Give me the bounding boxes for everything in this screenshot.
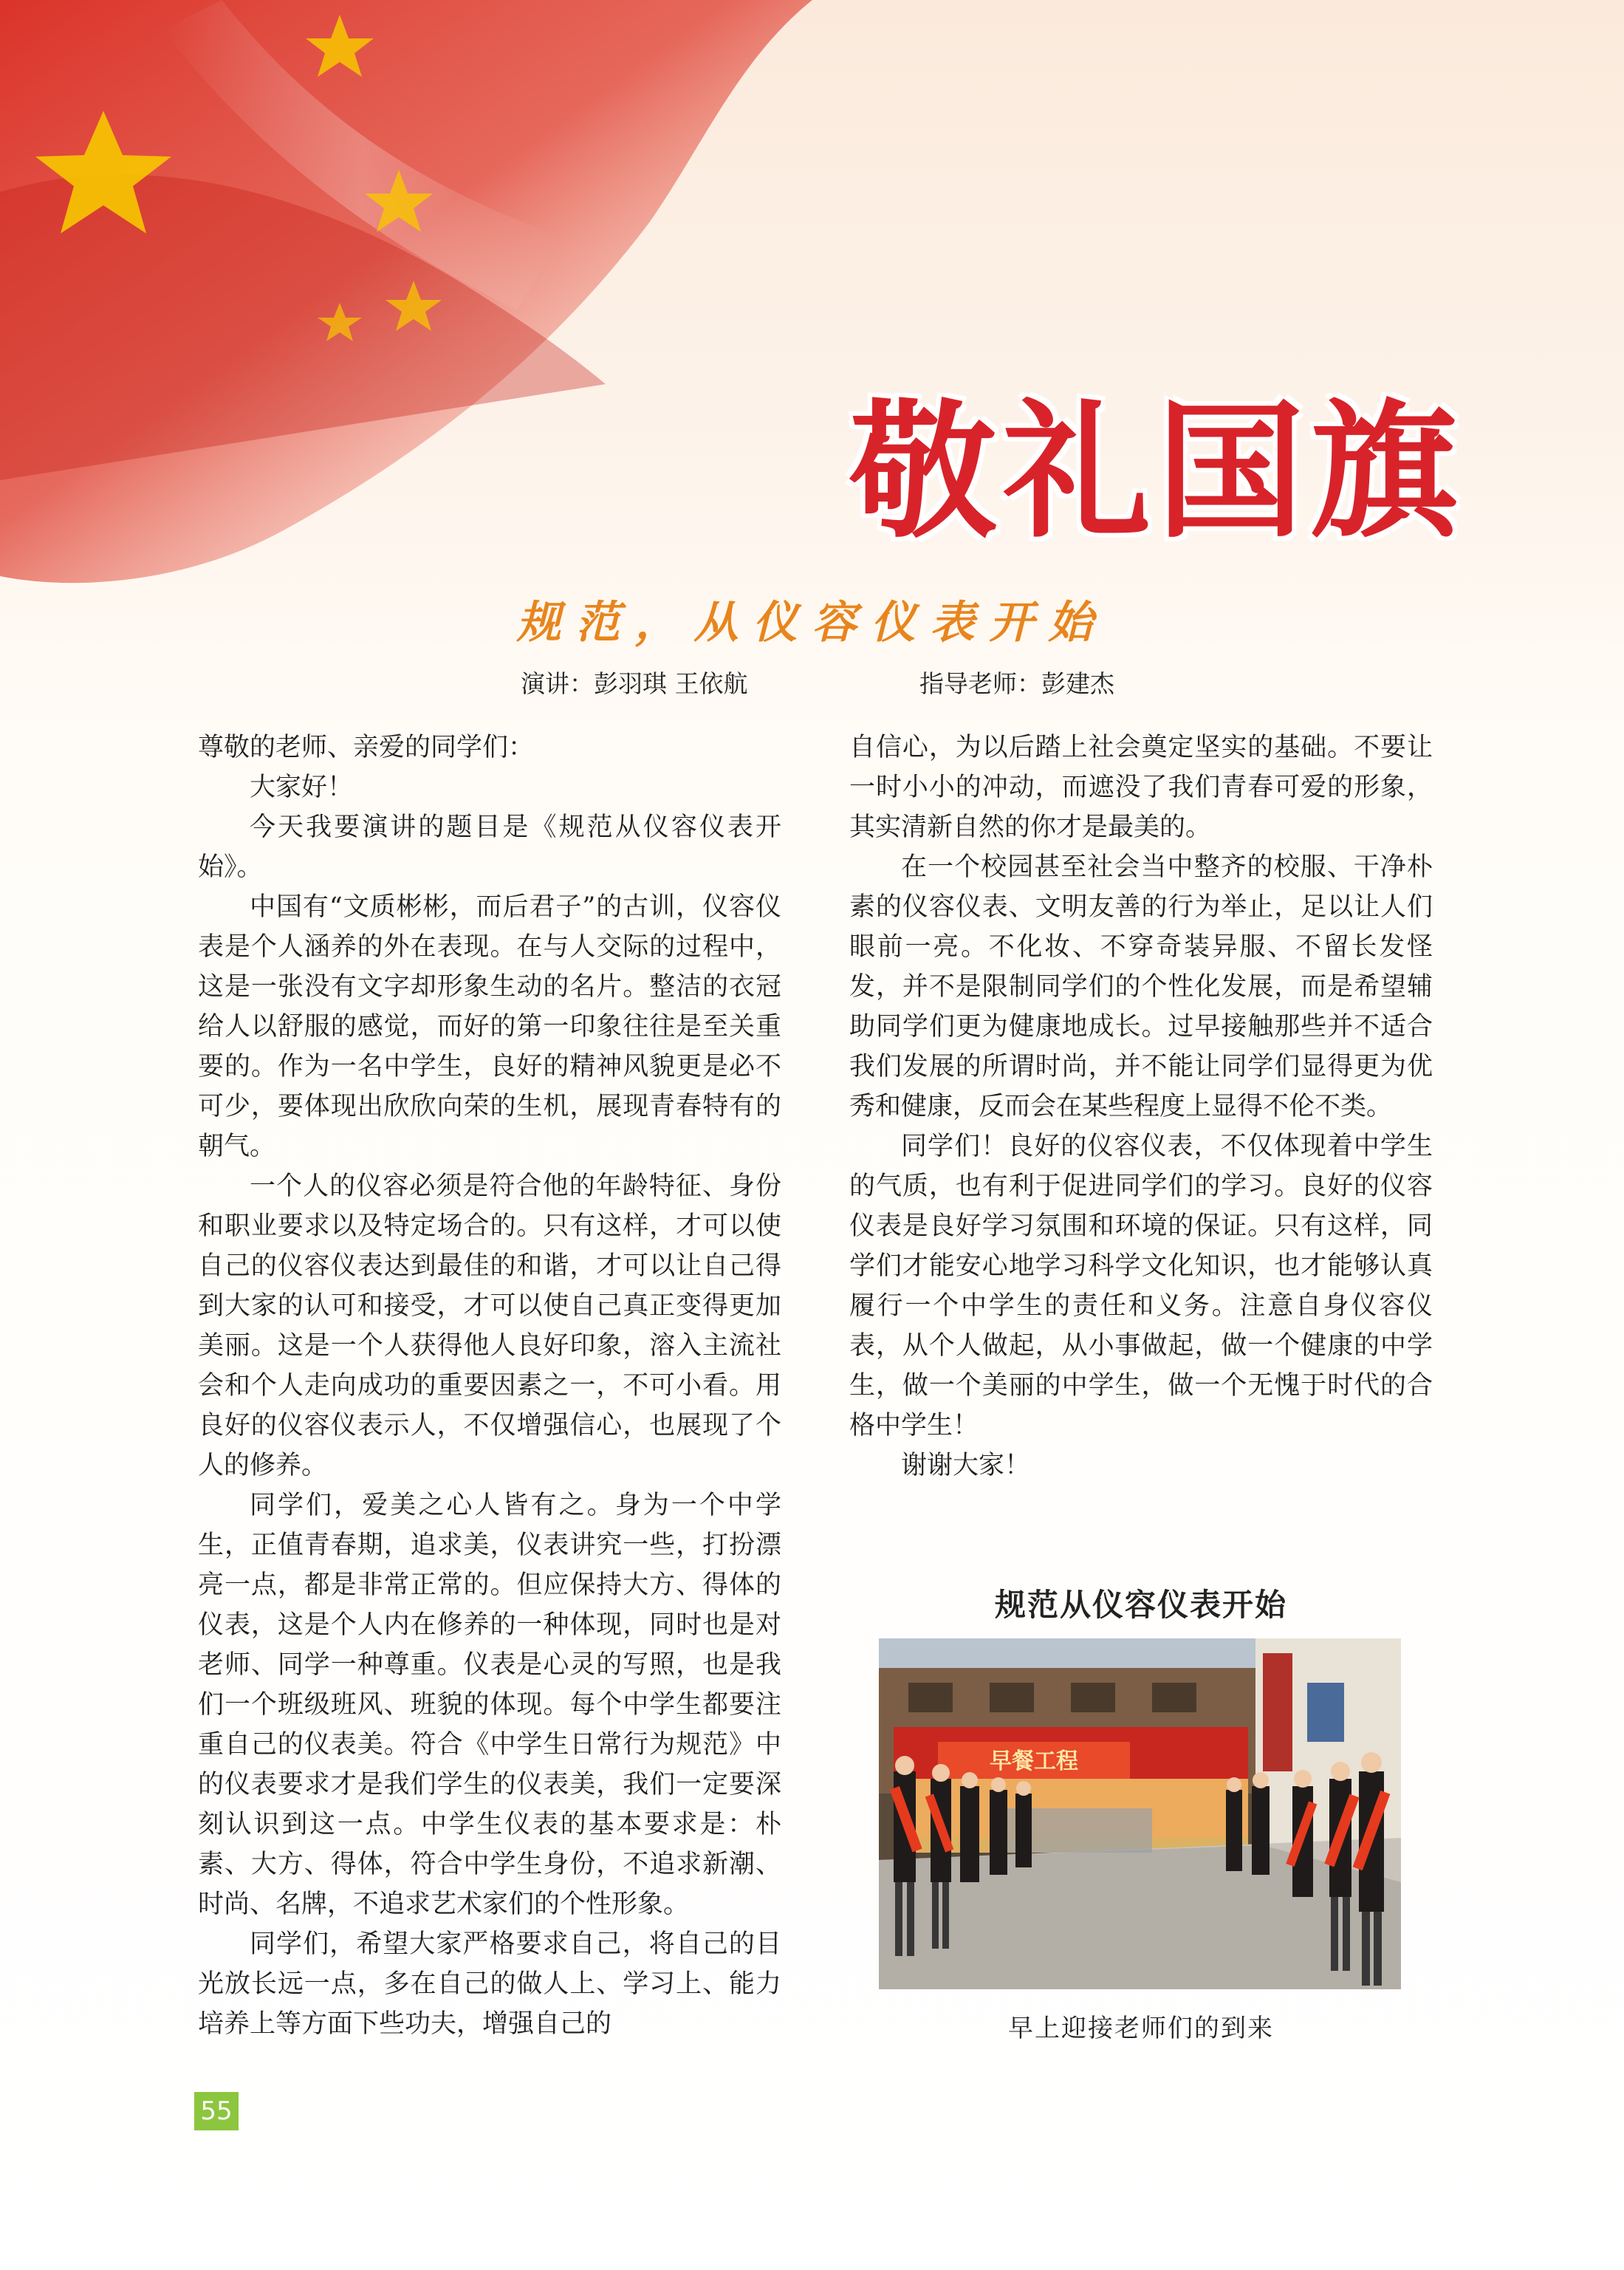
event-photo [879, 1638, 1401, 1989]
paragraph: 一个人的仪容必须是符合他的年龄特征、身份和职业要求以及特定场合的。只有这样，才可以使自己的仪容仪表达到最佳的和谐，才可以让自己得到大家的认可和接受，才可以使自己真正变得更加美丽。这是一个人获得他人良好印象，溶入主流社会和个人走向成功的重要因素之一，不可小看。用良好的仪容仪表示人，不仅增强信心，也展现了个人的修养。 [198, 1172, 781, 1480]
paragraph: 今天我要演讲的题目是《规范从仪容仪表开始》。 [198, 813, 781, 882]
paragraph: 在一个校园甚至社会当中整齐的校服、干净朴素的仪容仪表、文明友善的行为举止，足以让人们眼前一亮。不化妆、不穿奇装异服、不留长发怪发，并不是限制同学们的个性化发展，而是希望辅助同学们更为健康地成长。过早接触那些并不适合我们发展的所谓时尚，并不能让同学们显得更为优秀和健康，反而会在某些程度上显得不伦不类。 [849, 852, 1433, 1121]
paragraph: 同学们！良好的仪容仪表，不仅体现着中学生的气质，也有利于促进同学们的学习。良好的仪容仪表是良好学习氛围和环境的保证。只有这样，同学们才能安心地学习科学文化知识，也才能够认真履行一个中学生的责任和义务。注意自身仪容仪表，从个人做起，从小事做起，做一个健康的中学生，做一个美丽的中学生，做一个无愧于时代的合格中学生！ [849, 1132, 1433, 1440]
national-flag-image [0, 0, 960, 606]
photo-caption: 早上迎接老师们的到来 [1008, 2014, 1274, 2043]
paragraph: 大家好！ [250, 773, 354, 802]
paragraph: 谢谢大家！ [901, 1451, 1031, 1480]
page-number-badge: 55 [194, 2092, 239, 2130]
photo-title: 规范从仪容仪表开始 [994, 1587, 1287, 1623]
event-photo-illustration [879, 1638, 1401, 1989]
article-column-right [849, 728, 1433, 1486]
speakers-credit: 演讲：彭羽琪 王依航 [521, 669, 748, 698]
paragraph: 同学们，希望大家严格要求自己，将自己的目光放长远一点，多在自己的做人上、学习上、能力培养上等方面下些功夫，增强自己的 [198, 1929, 781, 2039]
shop-sign-text: 早餐工程 [990, 1748, 1078, 1774]
article-subtitle: 规范，从仪容仪表开始 [516, 597, 1108, 649]
article-column-left [198, 728, 781, 2044]
paragraph: 尊敬的老师、亲爱的同学们： [198, 733, 535, 762]
page-title: 敬礼国旗 [849, 386, 1464, 558]
paragraph: 自信心，为以后踏上社会奠定坚实的基础。不要让一时小小的冲动，而遮没了我们青春可爱的形象，其实清新自然的你才是最美的。 [849, 733, 1433, 842]
advisor-credit: 指导老师：彭建杰 [919, 669, 1114, 698]
paragraph: 中国有“文质彬彬，而后君子”的古训，仪容仪表是个人涵养的外在表现。在与人交际的过程中，这是一张没有文字却形象生动的名片。整洁的衣冠给人以舒服的感觉，而好的第一印象往往是至关重要的。作为一名中学生，良好的精神风貌更是必不可少，要体现出欣欣向荣的生机，展现青春特有的朝气。 [198, 892, 781, 1161]
paragraph: 同学们，爱美之心人皆有之。身为一个中学生，正值青春期，追求美，仪表讲究一些，打扮漂亮一点，都是非常正常的。但应保持大方、得体的仪表，这是个人内在修养的一种体现，同时也是对老师、同学一种尊重。仪表是心灵的写照，也是我们一个班级班风、班貌的体现。每个中学生都要注重自己的仪表美。符合《中学生日常行为规范》中的仪表要求才是我们学生的仪表美，我们一定要深刻认识到这一点。中学生仪表的基本要求是：朴素、大方、得体，符合中学生身份，不追求新潮、时尚、名牌，不追求艺术家们的个性形象。 [198, 1491, 781, 1919]
